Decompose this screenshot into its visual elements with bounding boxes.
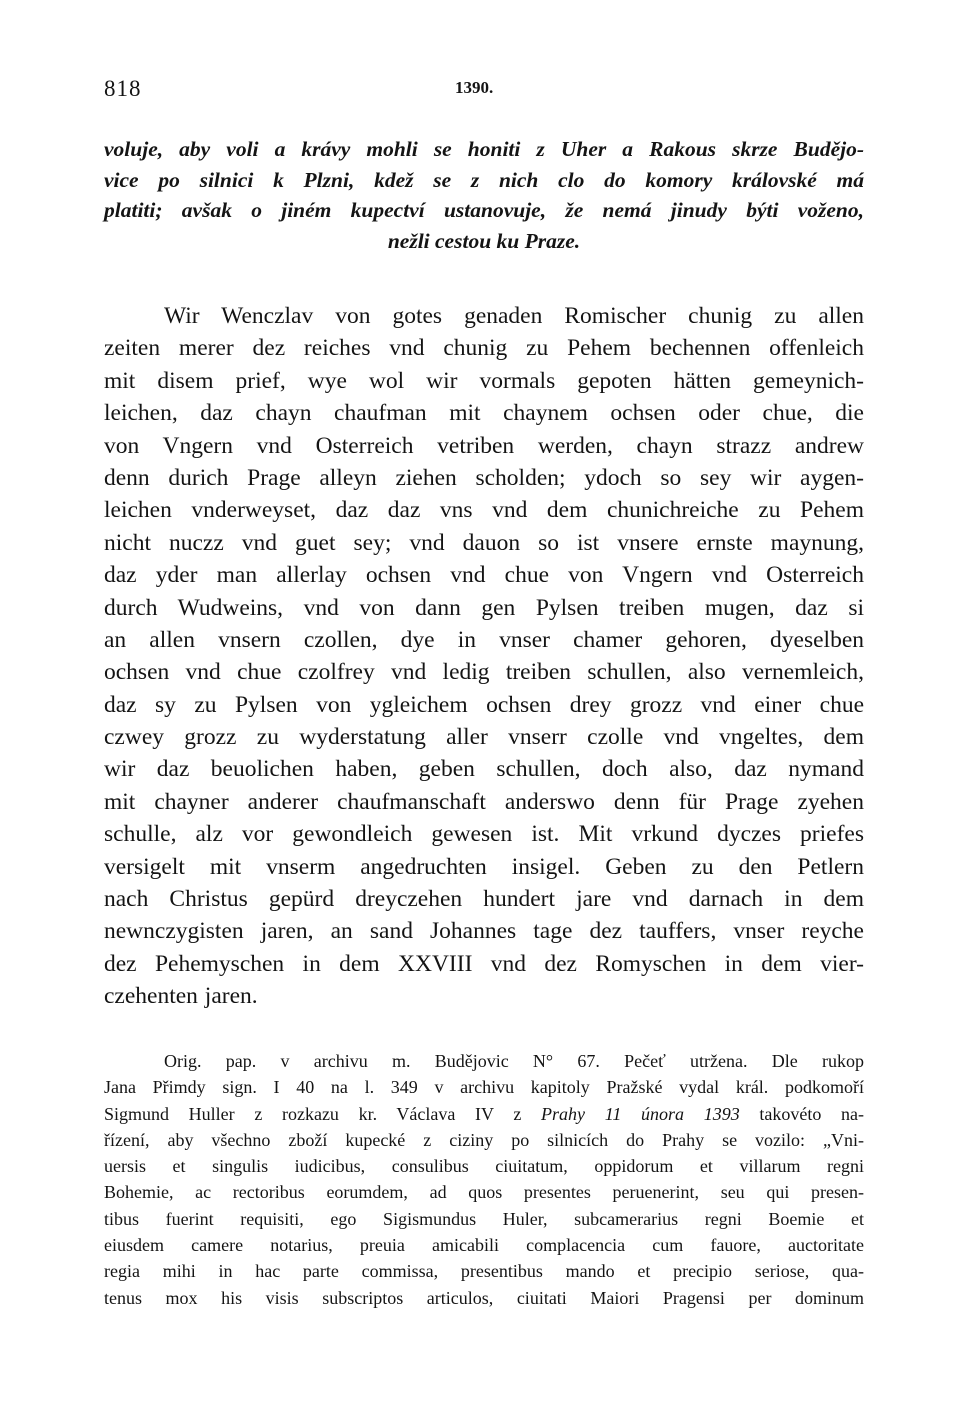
note-line: tenus mox his visis subscriptos articulos, ciuitati Maiori Pragensi per dominum [104,1287,864,1308]
charter-line: zeiten merer dez reiches vnd chunig zu Pehem bechennen offenleich [104,335,864,362]
charter-line: czehenten jaren. [104,983,258,1010]
note-line: Bohemie, ac rectoribus eorumdem, ad quos presentes peruenerint, seu qui presen- [104,1182,864,1203]
note-line: Jana Přimdy sign. I 40 na l. 349 v archivu kapitoly Pražské vydal král. podkomoří [104,1077,864,1098]
note-line: regia mihi in hac parte commissa, presentibus mando et precipio seriose, qua- [104,1261,864,1282]
charter-line: mit chayner anderer chaufmanschaft anderswo denn für Prage zyehen [104,788,864,815]
note-line: eiusdem camere notarius, preuia amicabili complacencia cum fauore, auctoritate [104,1235,864,1256]
charter-line: denn durich Prage alleyn ziehen scholden; ydoch so sey wir aygen- [104,464,864,491]
summary-line: platiti; avšak o jiném kupectví ustanovuje, že nemá jinudy býti voženo, [104,198,864,222]
summary-line: vice po silnici k Plzni, kdež se z nich clo do komory královské má [104,167,864,192]
summary-line: voluje, aby voli a krávy mohli se honiti z Uher a Rakous skrze Budějo- [104,137,864,161]
note-text: takovéto na- [739,1103,864,1124]
note-date-reference: Prahy 11 února 1393 [541,1103,740,1124]
charter-line: leichen vnderweyset, daz daz vns vnd dem chunichreiche zu Pehem [104,497,864,524]
note-text: Sigmund Huller z rozkazu kr. Václava IV z [104,1103,542,1124]
charter-line: wir daz beuolichen haben, geben schullen, doch also, daz nymand [104,756,864,783]
charter-line: Wir Wenczlav von gotes genaden Romischer chunig zu allen [164,303,864,329]
charter-line: versigelt mit vnserm angedruchten insigel. Geben zu den Petlern [104,853,864,880]
charter-text-paragraph [104,300,864,1013]
note-line: uersis et singulis iudicibus, consulibus ciuitatum, oppidorum et villarum regni [104,1156,864,1177]
editorial-note [104,1048,864,1311]
charter-line: daz sy zu Pylsen von ygleichem ochsen drey grozz vnd einer chue [104,691,864,718]
page-header [104,76,864,106]
charter-line: von Vngern vnd Osterreich vetriben werden, chayn strazz andrew [104,432,864,459]
charter-line: nach Christus gepürd dreyczehen hundert jare vnd darnach in dem [104,886,864,913]
charter-line: czwey grozz zu wyderstatung aller vnserr czolle vnd vngeltes, dem [104,724,864,751]
note-line: řízení, aby všechno zboží kupecké z ciziny po silnicích do Prahy se vozilo: „Vni- [104,1129,864,1150]
page-number: 818 [104,76,142,101]
charter-line: schulle, alz vor gewondleich gewesen ist. Mit vrkund dyczes priefes [104,821,864,848]
charter-line: leichen, daz chayn chaufman mit chaynem ochsen oder chue, die [104,400,864,427]
charter-line: newnczygisten jaren, an sand Johannes tage dez tauffers, vnser reyche [104,918,864,945]
note-line: tibus fuerint requisiti, ego Sigismundus Huler, subcamerarius regni Boemie et [104,1208,864,1229]
charter-line: durch Wudweins, vnd von dann gen Pylsen treiben mugen, daz si [104,594,864,621]
charter-line: mit disem prief, wye wol wir vormals gepoten hätten gemeynich- [104,367,864,394]
czech-summary-paragraph [104,134,864,256]
running-year-heading: 1390. [455,78,494,97]
charter-line: dez Pehemyschen in dem XXVIII vnd dez Romyschen in dem vier- [104,950,864,977]
charter-line: an allen vnsern czollen, dye in vnser chamer gehoren, dyeselben [104,626,864,653]
note-line: Orig. pap. v archivu m. Budějovic N° 67. Pečeť utržena. Dle rukop [164,1051,864,1071]
charter-line: ochsen vnd chue czolfrey vnd ledig treiben schullen, also vernemleich, [104,659,864,686]
summary-line: nežli cestou ku Praze. [387,228,581,253]
note-line [104,1101,864,1127]
charter-line: nicht nuczz vnd guet sey; vnd dauon so ist vnsere ernste maynung, [104,529,864,556]
charter-line: daz yder man allerlay ochsen vnd chue von Vngern vnd Osterreich [104,562,864,589]
